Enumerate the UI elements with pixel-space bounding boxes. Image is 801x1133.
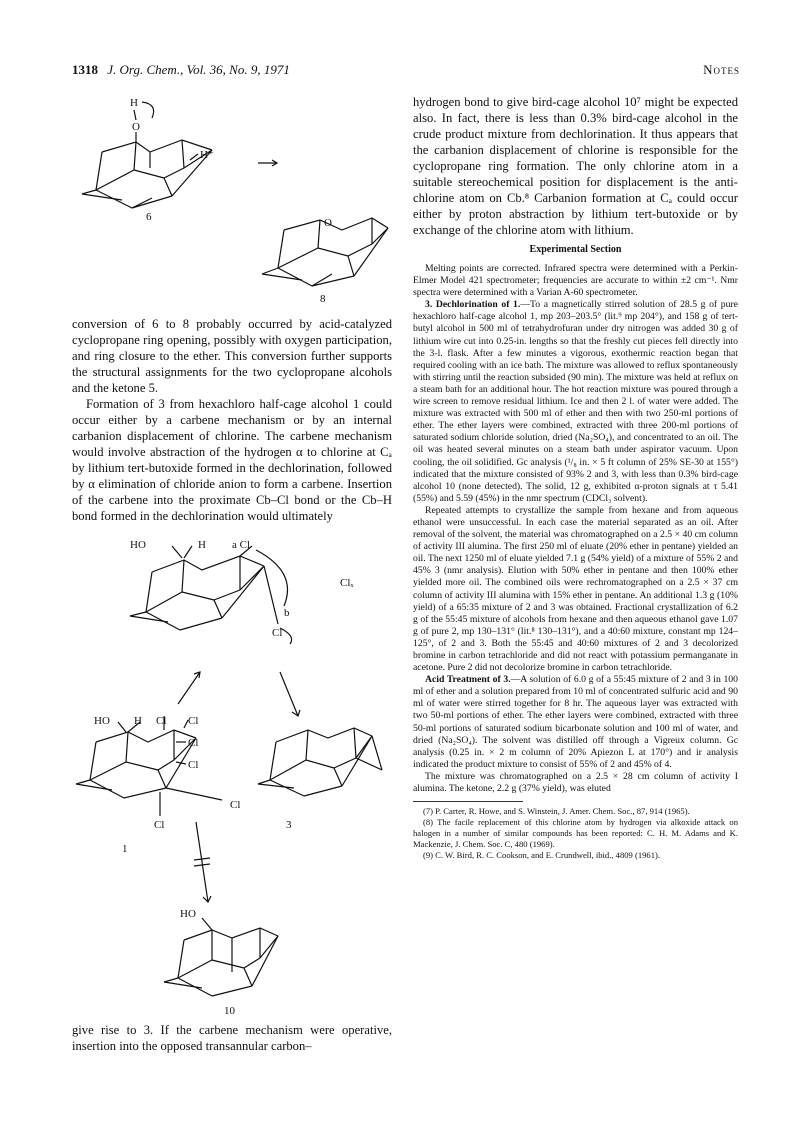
- bridge-oxygen-label: O: [324, 217, 332, 229]
- paragraph-dechlorination: —To a magnetically stirred solution of 28.5 g of pure hexachloro half-cage alcohol 1, mp 203–203.5° (lit.⁹ mp 204°), and 158 g of tert-butyl alcohol in 500 ml of tetrahydrofuran under dry nitrogen was added 30 g of lithium wire cut into 0.25-in. lengths so that the freshly cut pieces fell directly into the 3-l. flask. After a few minutes a vigorous, exothermic reaction began that required cooling with an ice bath. The mixture was allowed to reflux spontaneously with stirring until the reaction subsided (90 min). The mixture was held at reflux on a steam bath for an additional hour. The hot reaction mixture was poured through a wire screen to remove residual lithium. Ice and then 2 l. of water were added. The mixture was extracted with 500 ml of ether and then with two 250-ml portions of ether. The ether layers were combined, extracted with three 200-ml portions of saturated sodium chloride solution, dried (Na₂SO₄), and concentrated to an oil. The oil was heated several minutes on a steam bath under aspirator vacuum. Upon cooling, the oil solidified. Gc analysis (¹/₈ in. × 5 ft column of 25% SE-30 at 155°) indicated that the mixture consisted of 93% 2 and 3, with less than 0.3% bird-cage alcohol 10 (none detected). The solid, 12 g, exhibited α-proton signals at τ 5.41 (55%) and 5.59 (45%) in the nmr spectrum (CDCl₃ solvent).: [413, 299, 738, 504]
- page-number: 1318: [72, 62, 98, 77]
- scheme-1-to-3: [72, 532, 402, 1017]
- compound-8-label: 8: [320, 293, 326, 305]
- right-column: [413, 94, 738, 861]
- footnote-rule: [413, 801, 523, 802]
- journal-citation: J. Org. Chem., Vol. 36, No. 9, 1971: [107, 62, 290, 77]
- arrow-up: [178, 672, 200, 704]
- paragraph-crystallization: Repeated attempts to crystallize the sample from hexane and from aqueous ethanol were unsuccessful. In each case the material separated as an oil. After removal of the solvent, the material was chromatographed on a 2.5 × 40 cm column of activity III alumina. The first 250 ml of eluate (20% ether in pentane) yielded an oil. The next 1250 ml of eluate yielded 7.1 g (54% yield) of a mixture of 55% 2 and 45% 3 (nmr analysis). Elution with 50% ether in pentane and then 100% ether yielded more oil. The combined oils were rechromatographed on a 2.5 × 37 cm column of activity III alumina with 15% ether in pentane. An additional 1.3 g (10% yield) of a 65:35 mixture of 2 and 3 was obtained. Fractional crystallization of 6.2 g of the 55:45 mixture of alcohols from hexane and then aqueous ethanol gave 1.07 g of pure 2, mp 130–131° (lit.⁸ 130–131°), and a 40:60 mixture, constant mp 124–125°, of 2 and 3. Both the 55:45 and 40:60 mixtures of 2 and 3 decolorized bromine in carbon tetrachloride and did not react with potassium permanganate in acetone. Pure 2 did not decolorize bromine in carbon tetrachloride.: [413, 504, 738, 674]
- compound-1-label: 1: [122, 843, 128, 855]
- compound-1-cl-c: Cl: [188, 737, 199, 749]
- experimental-section-title: Experimental Section: [529, 244, 622, 255]
- clx-label: Clₓ: [340, 577, 354, 589]
- top-a-cl-label: a Cl: [232, 539, 251, 551]
- acid-treatment-heading: Acid Treatment of 3.: [425, 674, 511, 686]
- compound-1-cl-e: Cl: [154, 819, 165, 831]
- oh-oxygen-label: O: [132, 121, 140, 133]
- paragraph-carbene: give rise to 3. If the carbene mechanism were operative, insertion into the opposed transannular carbon–: [72, 1023, 392, 1053]
- paragraph-methods: Melting points are corrected. Infrared spectra were determined with a Perkin-Elmer Model 421 spectrometer; frequencies are accurate to within ±2 cm⁻¹. Nmr spectra were determined with a Varian A-60 spectrometer.: [413, 263, 738, 299]
- blocked-arrow: [196, 822, 208, 902]
- section-label: Notes: [703, 62, 740, 77]
- scheme-6-to-8: [72, 90, 402, 315]
- paragraph-acid-treatment: —A solution of 6.0 g of a 55:45 mixture of 2 and 3 in 100 ml of ether and a solution prepared from 10 ml of concentrated sulfuric acid and 90 ml of water were stirred together for 8 hr. The aqueous layer was extracted with two 50-ml portions of ether. The ether layers were combined, extracted with three 50-ml portions of saturated sodium bicarbonate solution and 100 ml of water, and dried (Na₂SO₄). The solvent was distilled off through a Vigreux column. Gc analysis (0.25 in. × 2 m column of 20% Apiezon L at 170°) and ir analysis indicated the product mixture to consist of 55% of 2 and 45% of 4.: [413, 674, 738, 770]
- top-cl-label: Cl: [272, 627, 283, 639]
- oh-hydrogen-label: H: [130, 97, 138, 109]
- arrow-down: [280, 672, 298, 716]
- compound-10-label: 10: [224, 1005, 235, 1017]
- compound-3-label: 3: [286, 819, 292, 831]
- paragraph-conversion: conversion of 6 to 8 probably occurred by acid-catalyzed cyclopropane ring opening, possibly with oxygen participation, and ring closure to the ether. This conversion further supports the structural assignments for the two cyclopropane alcohols and the ketone 5.: [72, 317, 392, 395]
- compound-10-ho-label: HO: [180, 908, 196, 920]
- left-column-bottom: [72, 1022, 392, 1054]
- top-ho-label: HO: [130, 539, 146, 551]
- compound-1-h-label: H: [134, 715, 142, 727]
- compound-1-cl-f: Cl: [230, 799, 241, 811]
- paragraph-chromatography: The mixture was chromatographed on a 2.5 × 28 cm column of activity I alumina. The ketone, 2.2 g (37% yield), was eluted: [413, 770, 738, 795]
- compound-1-cl-b: Cl: [188, 715, 199, 727]
- top-h-label: H: [198, 539, 206, 551]
- page-header: [72, 62, 740, 82]
- left-column-top: [72, 316, 392, 524]
- footnote-9: (9) C. W. Bird, R. C. Cookson, and E. Crundwell, ibid., 4809 (1961).: [423, 850, 661, 861]
- proton-label: H⁺: [200, 149, 214, 161]
- compound-1-cl-d: Cl: [188, 759, 199, 771]
- paragraph-bird-cage: hydrogen bond to give bird-cage alcohol 10⁷ might be expected also. In fact, there is less than 0.3% bird-cage alcohol in the crude product mixture from dechlorination. It thus appears that the carbanion displacement of chlorine is responsible for the cyclopropane ring formation. The only chlorine atom in a suitable stereochemical position for displacement is the anti-chlorine atom on Cb.⁸ Carbanion formation at Cₐ could occur either by proton abstraction by lithium tert-butoxide or by exchange of the chlorine atom with lithium.: [413, 95, 738, 237]
- b-label: b: [284, 607, 290, 619]
- dechlorination-heading: 3. Dechlorination of 1.: [425, 299, 521, 311]
- footnote-7: (7) P. Carter, R. Howe, and S. Winstein, J. Amer. Chem. Soc., 87, 914 (1965).: [423, 806, 690, 817]
- compound-6-label: 6: [146, 211, 152, 223]
- compound-1-cl-a: Cl: [156, 715, 167, 727]
- curved-arrow: [142, 102, 154, 118]
- paragraph-formation: Formation of 3 from hexachloro half-cage alcohol 1 could occur either by a carbene mechanism or by an internal carbanion displacement of chlorine. The carbene mechanism would involve abstraction of the hydrogen α to chlorine at Cₐ by lithium tert-butoxide formed in the dechlorination, followed by α elimination of chloride anion to form a carbene. Insertion of the carbene into the proximate Cb–Cl bond or the Cb–H bond formed in the dechlorination would ultimately: [72, 397, 392, 523]
- footnote-8: (8) The facile replacement of this chlorine atom by hydrogen via alkoxide attack on halogen in a number of similar compounds has been reported: C. H. M. Adams and K. Mackenzie, J. Chem. Soc. C, 480 (1969).: [413, 817, 738, 850]
- compound-1-ho-label: HO: [94, 715, 110, 727]
